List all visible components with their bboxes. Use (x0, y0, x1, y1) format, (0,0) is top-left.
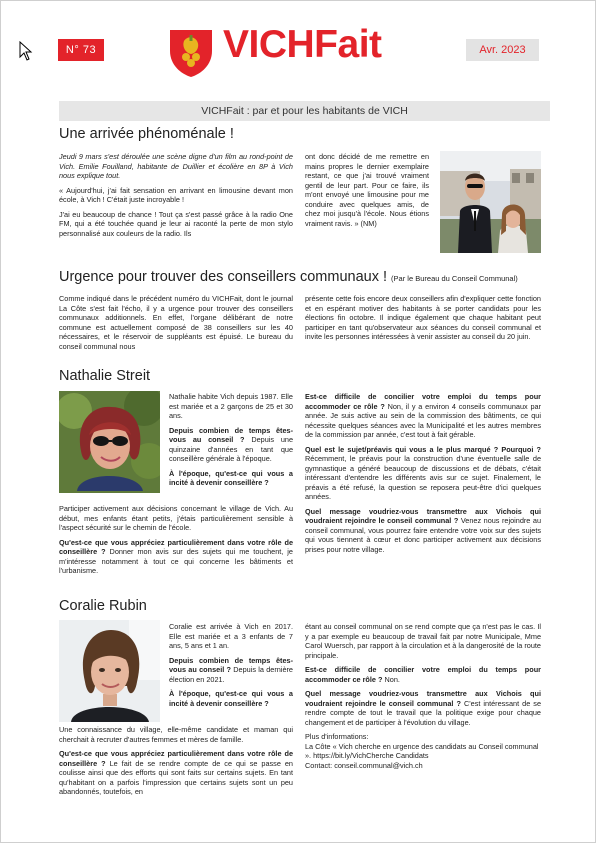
nathalie-answer-2: Participer activement aux décisions concernant le village de Vich. Au début, mes enfants étant petits, j'étais particulièrement sensible à l'aspect sécurité sur le chemin de l'école. (59, 504, 293, 532)
coralie-qa-5 (305, 689, 541, 727)
coralie-intro: Coralie est arrivée à Vich en 2017. Elle est mariée et a 3 enfants de 7 ans, 5 ans et 1 an. (169, 622, 293, 650)
tagline-bar: VICHFait : par et pour les habitants de VICH (59, 101, 550, 121)
article1-right-column (305, 152, 429, 233)
urgency-title-text: Urgence pour trouver des conseillers communaux ! (59, 269, 388, 285)
article2-right-column (305, 294, 541, 347)
nathalie-question-4: Est-ce difficile de concilier votre emploi du temps pour accommoder ce rôle ? (305, 392, 541, 411)
nathalie-question-3: Qu'est-ce que vous appréciez particulièrement dans votre rôle de conseillère ? (59, 537, 293, 556)
coralie-question-4: Est-ce difficile de concilier votre emploi du temps pour accommoder ce rôle ? (305, 665, 541, 684)
nathalie-question-2-block (169, 469, 293, 488)
nathalie-streit-photo (59, 391, 160, 493)
section-title-coralie: Coralie Rubin (59, 598, 147, 614)
urgency-byline: (Par le Bureau du Conseil Communal) (391, 274, 518, 283)
contact-email[interactable]: Contact: conseil.communal@vich.ch (305, 760, 423, 770)
coralie-question-2-block (169, 689, 293, 708)
issue-date-badge: Avr. 2023 (466, 39, 539, 61)
coralie-answer-4: Non. (384, 674, 400, 684)
article-title-urgency (59, 269, 518, 285)
nathalie-answer-1: Depuis une quinzaine d'années en tant que conseillère générale à l'époque. (169, 435, 294, 463)
coralie-rubin-photo (59, 620, 160, 722)
nathalie-qa-6 (305, 507, 541, 555)
nathalie-question-1: Depuis combien de temps êtes-vous au conseil ? (169, 425, 293, 444)
vich-coat-of-arms-logo (167, 27, 215, 79)
coralie-left-column (169, 622, 293, 713)
coralie-answer-5: C'est intéressant de se rendre compte de tout le travail que la politique exige pour chaque changement et de participer à l'évolution du village. (305, 698, 542, 727)
article-title-arrival: Une arrivée phénoménale ! (59, 126, 234, 142)
nathalie-question-5: Quel est le sujet/préavis qui vous a le plus marqué ? Pourquoi ? (305, 444, 541, 454)
coralie-answer-1: Depuis la dernière élection en 2021. (169, 665, 293, 684)
limousine-arrival-photo (440, 151, 541, 253)
article1-intro: Jeudi 9 mars s'est déroulée une scène digne d'un film au rond-point de Vich. Emilie Fouilland, habitante de Duillier et écolière en 8P à Vich nous explique tout. (59, 152, 293, 180)
nathalie-qa-5 (305, 445, 541, 502)
coralie-left-column-lower (59, 725, 293, 802)
article1-left-column (59, 152, 293, 243)
issue-number-badge: N° 73 (58, 39, 104, 61)
nathalie-answer-5: Récemment, le préavis pour la construction d'une éventuelle salle de gymnastique a généré beaucoup de discussions et de débats, c'était intéressant d'entendre les différents avis sur ce sujet. Finalement, le préavis a été refusé, la question se reposera peut-être d'ici quelques années. (305, 454, 541, 501)
nathalie-answer-3: Donner mon avis sur des sujets qui me touchent, je m'intéresse notamment à tout ce qui concerne les bâtiments et l'urbanisme. (59, 547, 293, 575)
more-info-block (305, 732, 541, 770)
coralie-qa-1 (169, 656, 293, 685)
mouse-pointer-icon (19, 41, 33, 61)
more-info-label: Plus d'informations: (305, 732, 369, 741)
coralie-question-2: À l'époque, qu'est-ce qui vous a incité à devenir conseillère ? (169, 689, 293, 708)
coralie-question-1: Depuis combien de temps êtes-vous au conseil ? (169, 655, 293, 674)
article2-right-text: présente cette fois encore deux conseillers afin d'expliquer cette fonction et en espérant motiver des habitants à se porter candidats pour les élections fin octobre. Il indique également que chaque habitant peut participer en tant qu'observateur aux séances du conseil communal et invite les personnes intéressées à venir assister au conseil du 20 juin. (305, 294, 541, 341)
nathalie-answer-6: Venez nous rejoindre au conseil communal, vous pourrez faire entendre votre voix sur des sujets qui vous tiennent à cœur et donc participer activement aux décisions prises pour notre village. (305, 516, 542, 554)
coralie-answer-3: Le fait de se rendre compte de ce qui se passe en coulisse ainsi que des efforts qui sont faits sur certains sujets. En tant qu'habitant on a parfois l'impression que certains sujets sont un peu abandonnés, toutefois, en (59, 758, 293, 796)
nathalie-left-column-lower (59, 504, 293, 581)
coralie-answer-3-continued: étant au conseil communal on se rend compte que ça n'est pas le cas. Il y a par exemple eu beaucoup de travail fait par notre Municipale, Mme Carol Wuersch, par rapport à la circulation et à la dangerosité de la route principale. (305, 622, 541, 660)
nathalie-left-column (169, 392, 293, 493)
nathalie-qa-4 (305, 392, 541, 440)
nathalie-right-column (305, 392, 541, 559)
coralie-right-column (305, 622, 541, 770)
coralie-question-5: Quel message voudriez-vous transmettre aux Vichois qui voudraient rejoindre le conseil communal ? (305, 689, 541, 708)
newsletter-title: VICHFait (223, 23, 382, 66)
nathalie-answer-4: Non, il y a environ 4 conseils communaux par année. Je suis active au sein de la commission des bâtiments, ce qui nécessite quelques séances avec la Municipalité et les autres membres de la commission par année, c'est tout à fait gérable. (305, 401, 541, 439)
section-title-nathalie: Nathalie Streit (59, 368, 151, 384)
article2-left-text: Comme indiqué dans le précédent numéro du VICHFait, dont le journal La Côte s'est fait l'écho, il y a urgence pour trouver des conseillers communaux additionnels. En effet, l'organe délibérant de notre commune est actuellement composé de 38 conseillers sur les 40 nécessaires, et le réservoir de suppléants est épuisé. Le bureau du conseil communal nous (59, 294, 293, 351)
nathalie-intro: Nathalie habite Vich depuis 1987. Elle est mariée et a 2 garçons de 25 et 30 ans. (169, 392, 293, 420)
article1-paragraph-3: ont donc décidé de me remettre en mains propres le dernier exemplaire restant, ce que j'ai trouvé vraiment gentil de leur part. Pour ce faire, ils m'ont envoyé une limousine pour me conduire avec quelques amis, de chez moi jusqu'à l'école. Nous étions vraiment ravis. » (NM) (305, 152, 429, 228)
article1-paragraph-2: J'ai eu beaucoup de chance ! Tout ça s'est passé grâce à la radio One FM, qui a été touchée quand je leur ai raconté la perte de mon stylo personnalisé aux couleurs de la radio. Ils (59, 209, 293, 238)
coralie-qa-3 (59, 749, 293, 797)
coralie-answer-2: Une connaissance du village, elle-même candidate et maman qui cherchait à recruter d'autres femmes et mères de famille. (59, 725, 293, 744)
nathalie-question-6: Quel message voudriez-vous transmettre aux Vichois qui voudraient rejoindre le conseil communal ? (305, 506, 541, 525)
nathalie-qa-1 (169, 426, 293, 464)
article1-paragraph-1: « Aujourd'hui, j'ai fait sensation en arrivant en limousine devant mon école, à Vich ! C'était juste incroyable ! (59, 185, 293, 204)
article2-left-column (59, 294, 293, 356)
coralie-question-3: Qu'est-ce que vous appréciez particulièrement dans votre rôle de conseillère ? (59, 749, 293, 768)
nathalie-qa-3 (59, 538, 293, 576)
more-info-link[interactable]: La Côte « Vich cherche en urgence des candidats au Conseil communal ». https://bit.ly/VichCherche Candidats (305, 741, 539, 760)
nathalie-question-2: À l'époque, qu'est-ce qui vous a incité à devenir conseillère ? (169, 468, 293, 487)
coralie-qa-4 (305, 665, 541, 684)
